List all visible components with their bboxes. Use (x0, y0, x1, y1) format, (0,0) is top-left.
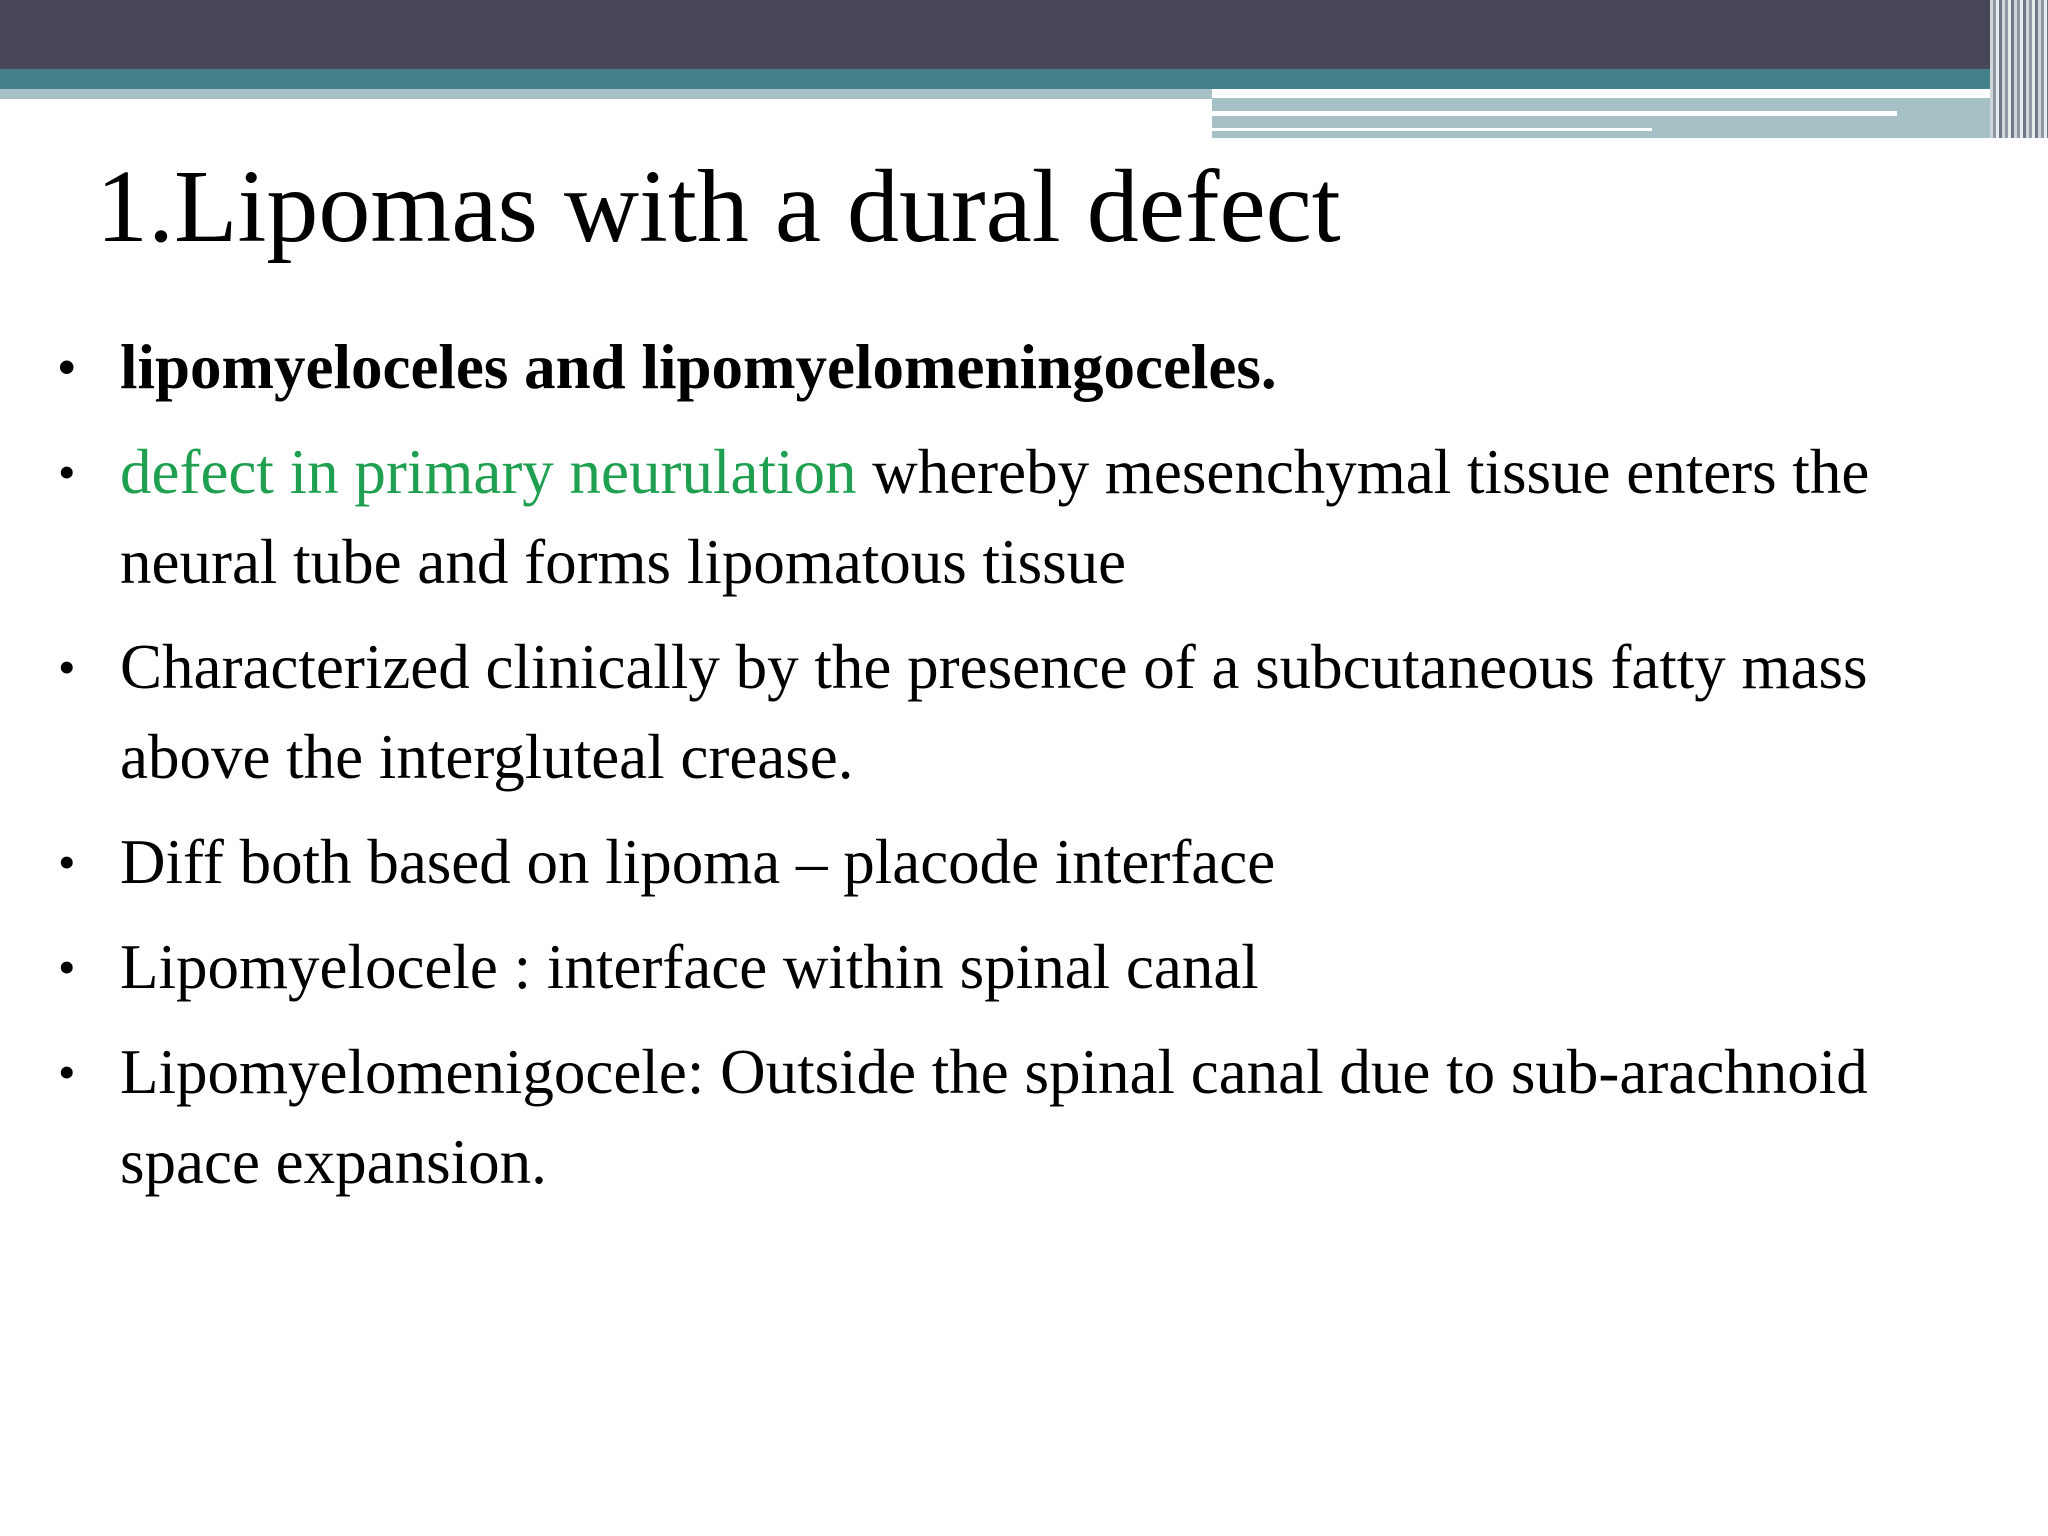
bullet-dot: • (58, 444, 76, 500)
header-band-light-right (1212, 98, 2048, 138)
header-stripes (1990, 0, 2048, 138)
header-band-light-left (0, 89, 1212, 99)
bullet-item (50, 622, 1950, 802)
bullet-dot: • (58, 834, 76, 890)
header-accent-line (1212, 111, 1897, 116)
bullet-text: whereby mesenchymal tissue enters the neural tube and forms lipomatous tissue (120, 437, 1870, 597)
bullet-highlight-text: defect in primary neurulation (120, 437, 857, 507)
bullet-text: Lipomyelocele : interface within spinal canal (120, 932, 1259, 1002)
bullet-item (50, 922, 1950, 1012)
bullet-item (50, 427, 1950, 607)
bullet-dot: • (58, 639, 76, 695)
bullet-text: lipomyeloceles and lipomyelomeningoceles. (120, 332, 1277, 402)
bullet-item (50, 817, 1950, 907)
slide-title: 1.Lipomas with a dural defect (96, 149, 1341, 264)
bullet-dot: • (58, 1044, 76, 1100)
bullet-text: Lipomyelomenigocele: Outside the spinal canal due to sub-arachnoid space expansion. (120, 1037, 1868, 1197)
bullet-dot: • (58, 939, 76, 995)
header-accent-line-2 (1212, 128, 1652, 131)
header-band-dark (0, 0, 2048, 69)
bullet-dot: • (58, 339, 76, 395)
bullet-list (50, 322, 1950, 1222)
bullet-text: Diff both based on lipoma – placode interface (120, 827, 1276, 897)
bullet-item (50, 322, 1950, 412)
header-band-teal (0, 69, 2048, 89)
bullet-item (50, 1027, 1950, 1207)
bullet-text: Characterized clinically by the presence of a subcutaneous fatty mass above the intergluteal crease. (120, 632, 1868, 792)
